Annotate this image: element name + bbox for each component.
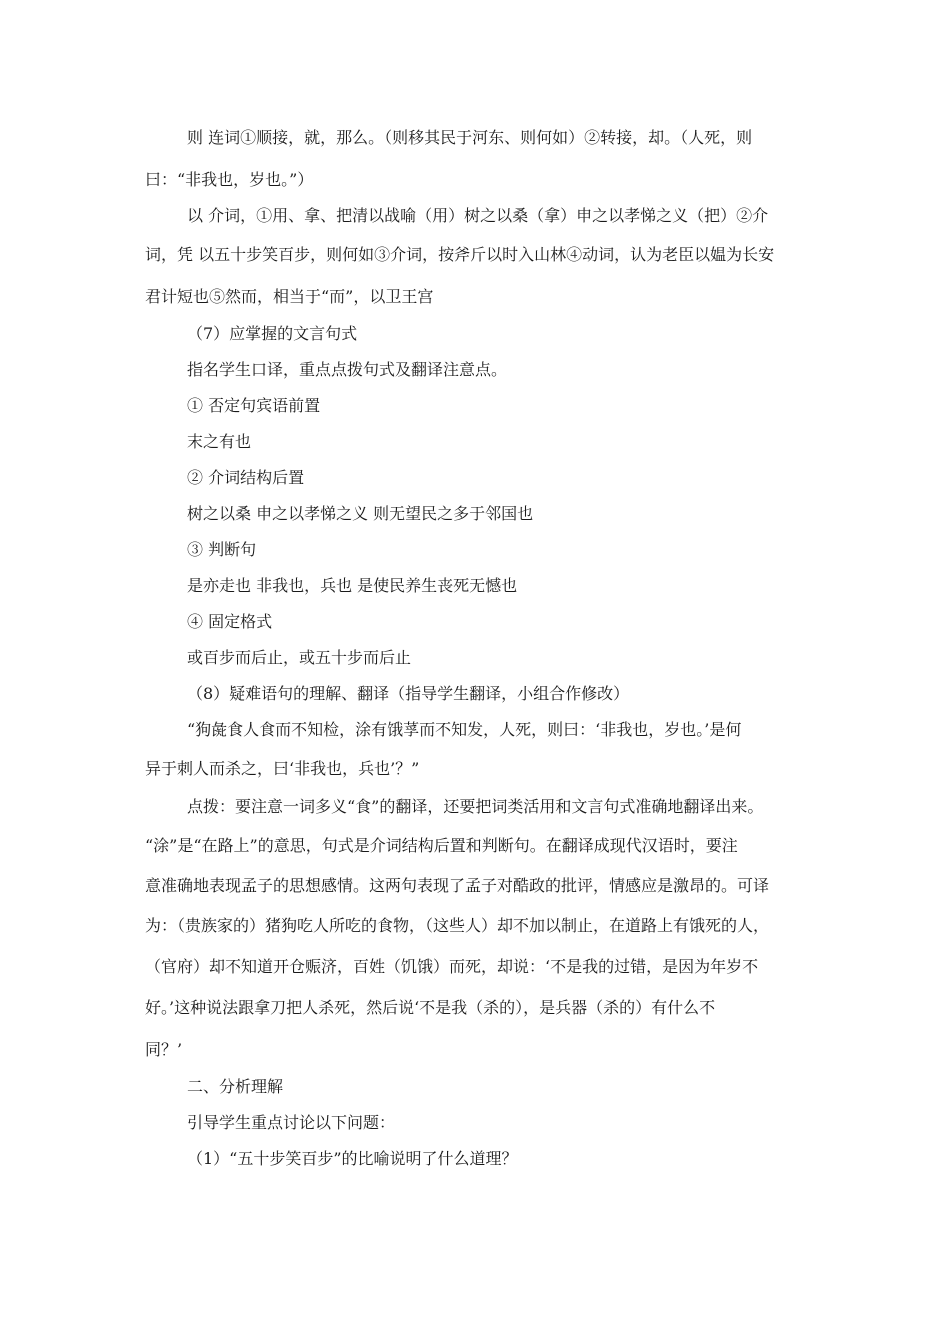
paragraph-yi-line-2: 词，凭 以五十步笑百步，则何如③介词，按斧斤以时入山林④动词，认为老臣以媪为长安 [145,245,775,264]
pattern-example-2: 树之以桑 申之以孝悌之义 则无望民之多于邻国也 [187,504,534,523]
section-heading-difficult-sentences: （8）疑难语句的理解、翻译（指导学生翻译，小组合作修改） [187,684,630,703]
pattern-example-1: 末之有也 [187,432,252,451]
note-line-7: 同？’ [145,1040,183,1059]
note-line-2: “涂”是“在路上”的意思，句式是介词结构后置和判断句。在翻译成现代汉语时，要注 [145,836,738,855]
section-heading-analysis: 二、分析理解 [187,1077,284,1096]
pattern-example-3: 是亦走也 非我也，兵也 是使民养生丧死无憾也 [187,576,518,595]
discussion-question-1: （1）“五十步笑百步”的比喻说明了什么道理？ [187,1149,518,1168]
paragraph-ze-line-1: 则 连词①顺接，就，那么。（则移其民于河东、则何如）②转接，却。（人死，则 [187,128,753,147]
pattern-heading-3: ③ 判断句 [187,540,257,559]
note-line-5: （官府）却不知道开仓赈济，百姓（饥饿）而死，却说：‘不是我的过错，是因为年岁不 [145,957,759,976]
note-line-3: 意准确地表现孟子的思想感情。这两句表现了孟子对酷政的批评，情感应是激昂的。可译 [145,876,770,895]
paragraph-yi-line-1: 以 介词，①用、拿、把清以战喻（用）树之以桑（拿）申之以孝悌之义（把）②介 [187,206,769,225]
note-line-1: 点拨：要注意一词多义“食”的翻译，还要把词类活用和文言句式准确地翻译出来。 [187,797,764,816]
section-heading-sentence-patterns: （7）应掌握的文言句式 [187,324,358,343]
note-line-4: 为：（贵族家的）猪狗吃人所吃的食物，（这些人）却不加以制止，在道路上有饿死的人， [145,916,770,935]
pattern-heading-1: ① 否定句宾语前置 [187,396,321,415]
pattern-heading-4: ④ 固定格式 [187,612,273,631]
pattern-heading-2: ② 介词结构后置 [187,468,305,487]
pattern-example-4: 或百步而后止，或五十步而后止 [187,648,412,667]
note-line-6: 好。’这种说法跟拿刀把人杀死，然后说‘不是我（杀的），是兵器（杀的）有什么不 [145,998,716,1017]
discussion-intro: 引导学生重点讨论以下问题： [187,1113,396,1132]
paragraph-ze-line-2: 曰：“非我也，岁也。”） [145,170,314,189]
paragraph-yi-line-3: 君计短也⑤然而，相当于“而”，以卫王宫 [145,287,434,306]
instruction-text: 指名学生口译，重点点拨句式及翻译注意点。 [187,360,508,379]
quote-line-2: 异于刺人而杀之，曰‘非我也，兵也’？” [145,759,420,778]
quote-line-1: “狗彘食人食而不知检，涂有饿莩而不知发，人死，则曰：‘非我也，岁也。’是何 [187,720,742,739]
